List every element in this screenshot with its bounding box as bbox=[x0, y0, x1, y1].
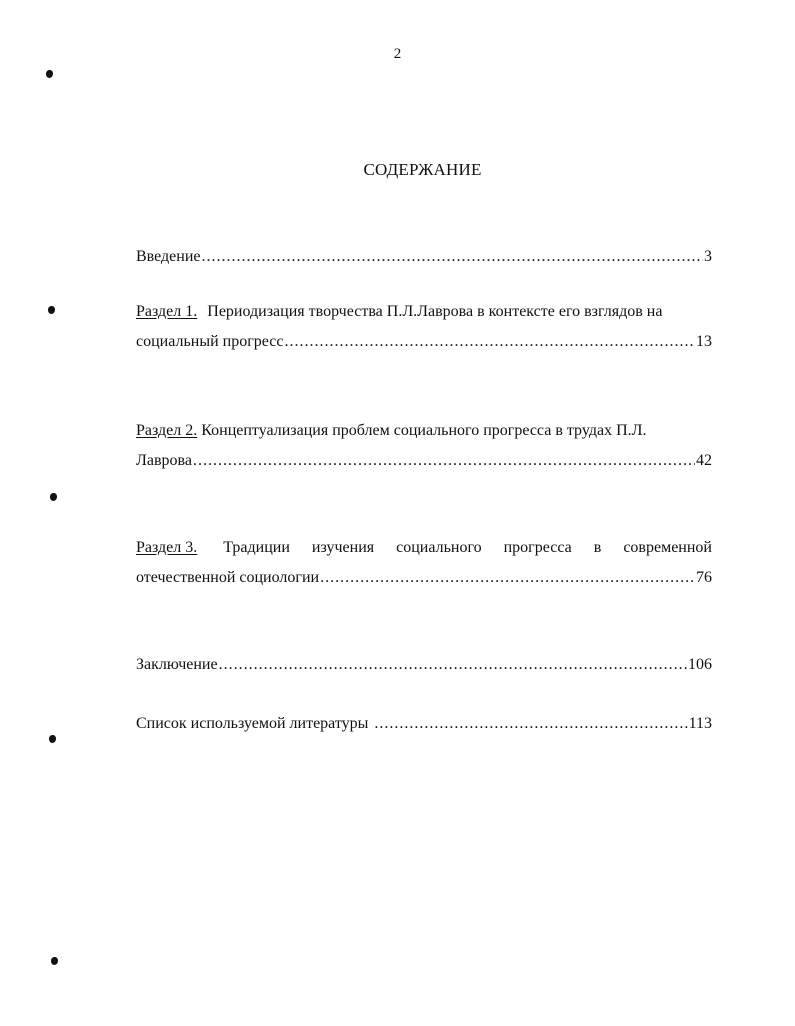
section-title-line-1: Периодизация творчества П.Л.Лаврова в контексте его взглядов на bbox=[207, 303, 663, 320]
page-ref: 113 bbox=[688, 715, 712, 732]
entry-title: Введение bbox=[136, 248, 201, 265]
section-label: Раздел 1. bbox=[136, 303, 198, 320]
entry-title: Список используемой литературы bbox=[136, 715, 369, 732]
toc-line bbox=[136, 297, 712, 327]
toc-title: СОДЕРЖАНИЕ bbox=[363, 160, 482, 179]
section-label: Раздел 3. bbox=[136, 539, 198, 556]
toc-line bbox=[136, 242, 712, 272]
scan-mark bbox=[51, 957, 58, 965]
page-ref: 13 bbox=[696, 333, 712, 350]
dot-leader bbox=[320, 563, 695, 593]
toc-entry-bibliography bbox=[136, 709, 712, 739]
dot-leader bbox=[193, 446, 695, 476]
dot-leader bbox=[374, 709, 687, 739]
toc-line bbox=[136, 533, 712, 563]
toc-entry-section-3 bbox=[136, 533, 712, 593]
toc-entry-conclusion bbox=[136, 650, 712, 680]
toc-entry-section-1 bbox=[136, 297, 712, 357]
page-ref: 3 bbox=[704, 248, 712, 265]
dot-leader bbox=[202, 242, 704, 272]
section-label: Раздел 2. bbox=[136, 422, 198, 439]
page-number: 2 bbox=[393, 46, 402, 62]
section-title-line-1: Традиции изучения социального прогресса в современной bbox=[223, 539, 712, 556]
toc-line bbox=[136, 446, 712, 476]
toc-line bbox=[136, 709, 712, 739]
toc-entry-intro bbox=[136, 242, 712, 272]
section-title-line-1: Концептуализация проблем социального прогресса в трудах П.Л. bbox=[201, 422, 647, 439]
entry-title: Заключение bbox=[136, 656, 218, 673]
page-ref: 106 bbox=[688, 656, 712, 673]
scan-mark bbox=[49, 735, 56, 743]
toc-line bbox=[136, 650, 712, 680]
toc-line bbox=[136, 416, 712, 446]
dot-leader bbox=[219, 650, 687, 680]
toc-line bbox=[136, 563, 712, 593]
section-title-line-2: социальный прогресс bbox=[136, 333, 284, 350]
scan-mark bbox=[46, 70, 53, 78]
section-title-line-2: отечественной социологии bbox=[136, 569, 320, 586]
scan-mark bbox=[48, 306, 55, 314]
section-title-line-2: Лаврова bbox=[136, 452, 192, 469]
page-ref: 76 bbox=[696, 569, 712, 586]
toc-line bbox=[136, 327, 712, 357]
page-ref: 42 bbox=[696, 452, 712, 469]
toc-entry-section-2 bbox=[136, 416, 712, 476]
dot-leader bbox=[284, 327, 695, 357]
scan-mark bbox=[50, 493, 57, 501]
